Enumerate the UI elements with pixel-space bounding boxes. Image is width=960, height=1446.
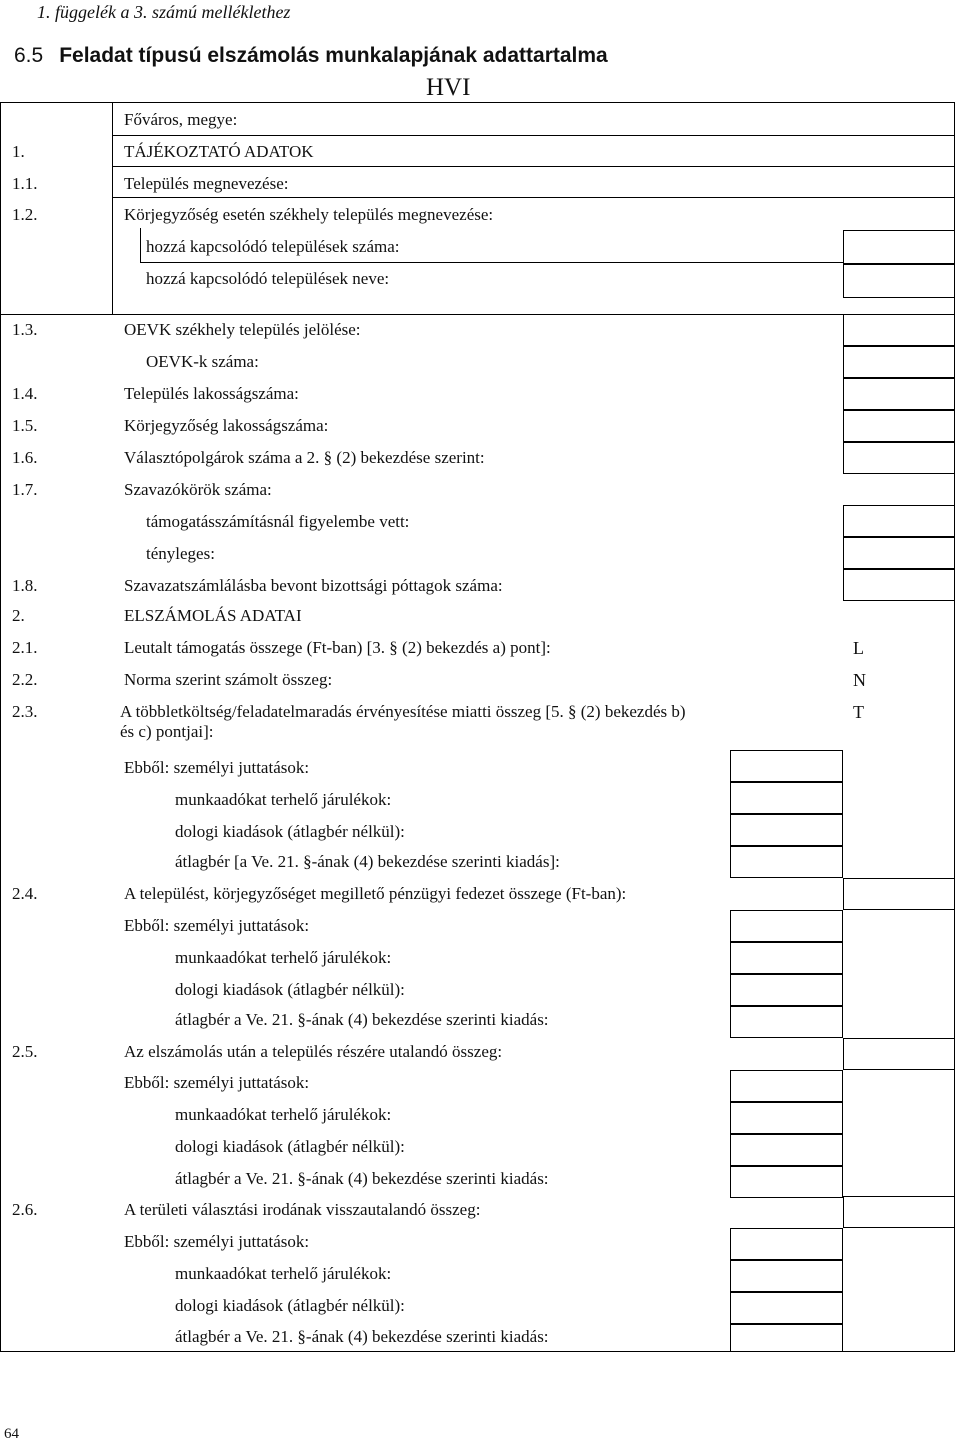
- row-label: Település lakosságszáma:: [124, 384, 299, 403]
- row-number: 1.6.: [12, 448, 38, 467]
- value-box[interactable]: [843, 264, 955, 298]
- row-label: Leutalt támogatás összege (Ft-ban) [3. § (2) bekezdés a) pont]:: [124, 638, 551, 657]
- value-box[interactable]: [730, 1260, 843, 1292]
- row-label: dologi kiadások (átlagbér nélkül):: [175, 822, 405, 841]
- row-number: 1.: [12, 142, 25, 161]
- row-number: 2.5.: [12, 1042, 38, 1061]
- section-number: 6.5: [14, 44, 44, 67]
- row-number: 1.5.: [12, 416, 38, 435]
- row-label: Körjegyzőség esetén székhely település megnevezése:: [124, 205, 494, 224]
- row-label: Norma szerint számolt összeg:: [124, 670, 333, 689]
- value-box[interactable]: [730, 782, 843, 814]
- row-code: L: [853, 638, 864, 658]
- row-label: Választópolgárok száma a 2. § (2) bekezdése szerint:: [124, 448, 485, 467]
- row-number: 1.8.: [12, 576, 38, 595]
- value-box[interactable]: [843, 569, 955, 601]
- value-box[interactable]: [843, 314, 955, 346]
- value-box[interactable]: [843, 378, 955, 410]
- row-label: munkaadókat terhelő járulékok:: [175, 1105, 392, 1124]
- column-divider: [140, 228, 141, 262]
- row-divider: [112, 197, 955, 198]
- row-label: hozzá kapcsolódó települések száma:: [146, 237, 400, 256]
- value-box[interactable]: [730, 1292, 843, 1324]
- value-box[interactable]: [843, 410, 955, 442]
- row-number: 2.1.: [12, 638, 38, 657]
- section-title: Feladat típusú elszámolás munkalapjának adattartalma: [59, 44, 608, 67]
- row-number: 1.1.: [12, 174, 38, 193]
- value-box[interactable]: [730, 750, 843, 782]
- row-label: munkaadókat terhelő járulékok:: [175, 790, 392, 809]
- row-code: N: [853, 670, 866, 690]
- row-number: 2.: [12, 606, 25, 625]
- row-label: Ebből: személyi juttatások:: [124, 1073, 310, 1092]
- row-divider: [112, 135, 955, 136]
- row-divider: [140, 262, 843, 263]
- row-label: munkaadókat terhelő járulékok:: [175, 1264, 392, 1283]
- value-box[interactable]: [730, 910, 843, 942]
- row-number: 1.4.: [12, 384, 38, 403]
- value-box[interactable]: [843, 346, 955, 378]
- row-label: támogatásszámításnál figyelembe vett:: [146, 512, 410, 531]
- value-box[interactable]: [843, 230, 955, 264]
- row-label: dologi kiadások (átlagbér nélkül):: [175, 980, 405, 999]
- value-box[interactable]: [843, 878, 955, 910]
- row-label: átlagbér a Ve. 21. §-ának (4) bekezdése szerinti kiadás:: [175, 1327, 549, 1346]
- value-box[interactable]: [730, 1324, 843, 1352]
- value-box[interactable]: [730, 814, 843, 846]
- row-label: Település megnevezése:: [124, 174, 289, 193]
- row-label: tényleges:: [146, 544, 215, 563]
- row-divider: [112, 166, 955, 167]
- row-label: A területi választási irodának visszautalandó összeg:: [124, 1200, 481, 1219]
- row-label: Szavazatszámlálásba bevont bizottsági póttagok száma:: [124, 576, 503, 595]
- row-number: 1.7.: [12, 480, 38, 499]
- row-label: ELSZÁMOLÁS ADATAI: [124, 606, 302, 625]
- row-label: TÁJÉKOZTATÓ ADATOK: [124, 142, 314, 161]
- value-box[interactable]: [730, 1102, 843, 1134]
- value-box[interactable]: [730, 1006, 843, 1038]
- value-box[interactable]: [843, 537, 955, 569]
- row-label: Körjegyzőség lakosságszáma:: [124, 416, 329, 435]
- value-box[interactable]: [843, 442, 955, 474]
- value-box[interactable]: [730, 974, 843, 1006]
- value-box[interactable]: [843, 1196, 955, 1228]
- row-label: Ebből: személyi juttatások:: [124, 1232, 310, 1251]
- value-box[interactable]: [730, 1070, 843, 1102]
- row-label: Ebből: személyi juttatások:: [124, 758, 310, 777]
- row-label: A többletköltség/feladatelmaradás érvényesítése miatti összeg [5. § (2) bekezdés b) és c) pontjai]:: [120, 702, 686, 741]
- row-code: T: [853, 702, 864, 722]
- row-label: dologi kiadások (átlagbér nélkül):: [175, 1296, 405, 1315]
- row-label: átlagbér [a Ve. 21. §-ának (4) bekezdése szerinti kiadás]:: [175, 852, 560, 871]
- row-label: Főváros, megye:: [124, 110, 238, 129]
- row-number: 2.2.: [12, 670, 38, 689]
- value-box[interactable]: [730, 846, 843, 878]
- row-divider: [0, 314, 955, 315]
- row-label: Az elszámolás után a település részére utalandó összeg:: [124, 1042, 503, 1061]
- row-label: OEVK székhely település jelölése:: [124, 320, 361, 339]
- row-label: átlagbér a Ve. 21. §-ának (4) bekezdése szerinti kiadás:: [175, 1010, 549, 1029]
- row-number: 2.3.: [12, 702, 38, 721]
- value-box[interactable]: [730, 942, 843, 974]
- row-number: 1.2.: [12, 205, 38, 224]
- row-number: 2.4.: [12, 884, 38, 903]
- column-divider: [112, 102, 113, 314]
- row-number: 1.3.: [12, 320, 38, 339]
- row-label: Szavazókörök száma:: [124, 480, 272, 499]
- value-box[interactable]: [843, 1038, 955, 1070]
- form-code: HVI: [426, 74, 471, 101]
- value-box[interactable]: [843, 505, 955, 537]
- row-label: hozzá kapcsolódó települések neve:: [146, 269, 390, 288]
- row-label: átlagbér a Ve. 21. §-ának (4) bekezdése szerinti kiadás:: [175, 1169, 549, 1188]
- row-label: munkaadókat terhelő járulékok:: [175, 948, 392, 967]
- value-box[interactable]: [730, 1134, 843, 1166]
- row-number: 2.6.: [12, 1200, 38, 1219]
- value-box[interactable]: [730, 1166, 843, 1198]
- row-label: Ebből: személyi juttatások:: [124, 916, 310, 935]
- row-label: OEVK-k száma:: [146, 352, 259, 371]
- row-label: A települést, körjegyzőséget megillető pénzügyi fedezet összege (Ft-ban):: [124, 884, 627, 903]
- page-number: 64: [4, 1426, 19, 1442]
- value-box[interactable]: [730, 1228, 843, 1260]
- annex-note: 1. függelék a 3. számú melléklethez: [37, 2, 291, 22]
- row-label: dologi kiadások (átlagbér nélkül):: [175, 1137, 405, 1156]
- section-title-line: [14, 44, 608, 68]
